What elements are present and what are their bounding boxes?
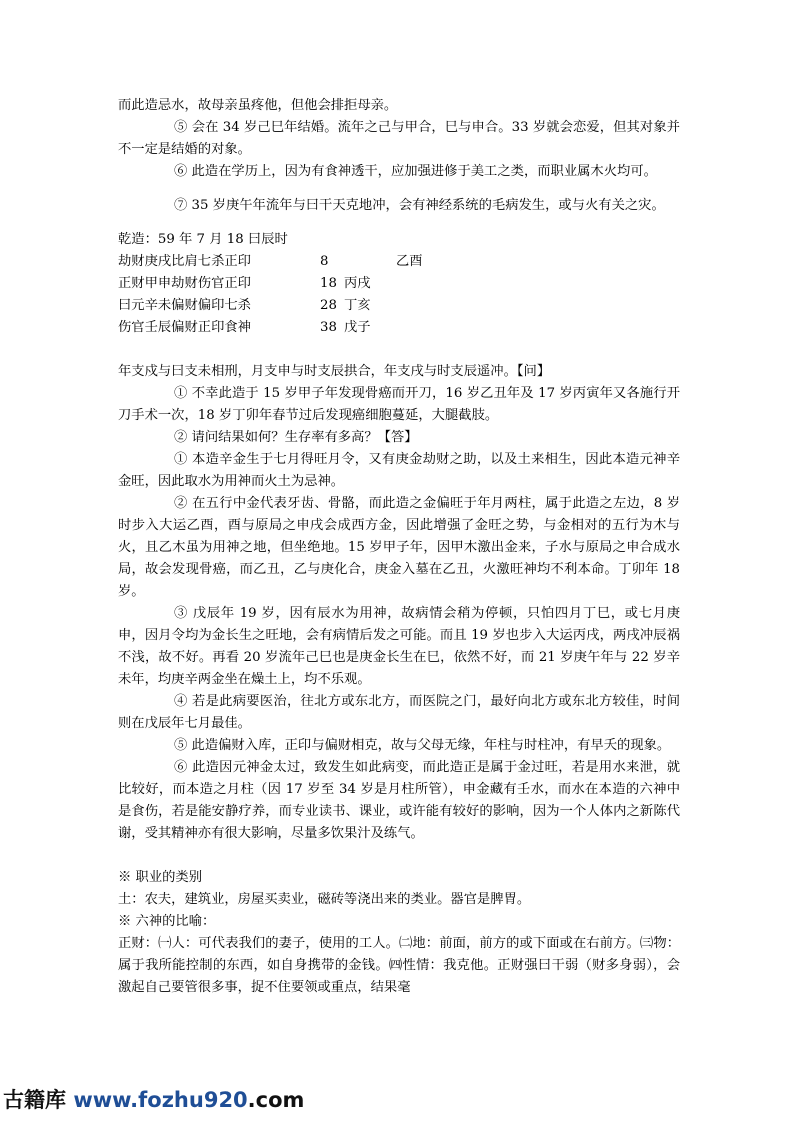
watermark-name: 古籍库 xyxy=(3,1088,74,1112)
paragraph: ① 不幸此造于 15 岁甲子年发现骨癌而开刀，16 岁乙丑年及 17 岁丙寅年又各施行开刀手术一次，18 岁丁卯年春节过后发现癌细胞蔓延，大腿截肢。 xyxy=(118,386,680,423)
pillar-label: 正财甲申劫财伤官正印 xyxy=(118,276,251,291)
luck-age: 18 xyxy=(320,276,337,291)
section-top xyxy=(118,95,680,217)
section-bottom xyxy=(118,867,680,999)
pillar-label: 曰元辛未偏财偏印七杀 xyxy=(118,298,251,313)
chart-row xyxy=(118,295,680,317)
chart-row xyxy=(118,273,680,295)
paragraph: ⑤ 会在 34 岁己巳年结婚。流年之己与甲合，巳与申合。33 岁就会恋爱，但其对象并不一定是结婚的对象。 xyxy=(118,120,680,157)
luck-age: 28 xyxy=(320,298,337,313)
luck-pillar: 丁亥 xyxy=(344,298,371,313)
luck-pillar: 丙戌 xyxy=(344,276,371,291)
site-watermark xyxy=(3,1086,304,1114)
pillar-label: 伤官壬辰偏财正印食神 xyxy=(118,320,251,335)
paragraph: ⑥ 此造因元神金太过，致发生如此病变，而此造正是属于金过旺，若是用水来泄，就比较好，而本造之月柱（因 17 岁至 34 岁是月柱所管），申金藏有壬水，而水在本造的六神中是食伤，若是能安静疗养，而专业读书、课业，或许能有较好的影响，因为一个人体内之新陈代谢，受其精神亦有很大影响，尽量多饮果汁及练气。 xyxy=(118,760,680,841)
paragraph: ① 本造辛金生于七月得旺月令，又有庚金劫财之助，以及土来相生，因此本造元神辛金旺，因此取水为用神而火土为忌神。 xyxy=(118,452,680,489)
luck-age: 8 xyxy=(320,254,329,269)
luck-pillar: 戊子 xyxy=(344,320,371,335)
paragraph: 而此造忌水，故母亲虽疼他，但他会排拒母亲。 xyxy=(118,98,398,113)
chart-row xyxy=(118,251,680,273)
luck-pillar: 乙酉 xyxy=(396,254,423,269)
document-body xyxy=(118,95,680,999)
paragraph: 年支戍与曰支未相刑，月支申与时支辰拱合，年支戌与时支辰遥冲。【问】 xyxy=(118,364,551,379)
paragraph: ② 请问结果如何？生存率有多高？【答】 xyxy=(174,430,418,445)
watermark-tld: .com xyxy=(247,1088,305,1112)
section-qa xyxy=(118,361,680,845)
paragraph: ④ 若是此病要医治，往北方或东北方，而医院之门，最好向北方或东北方较佳，时间则在戊辰年七月最佳。 xyxy=(118,694,680,731)
birth-chart xyxy=(118,229,680,339)
luck-age: 38 xyxy=(320,320,337,335)
section-heading: ※ 职业的类别 xyxy=(118,870,203,885)
pillar-label: 劫财庚戌比肩七杀正印 xyxy=(118,254,251,269)
paragraph: 土：农夫，建筑业，房屋买卖业，磁砖等浇出来的类业。器官是脾胃。 xyxy=(118,892,531,907)
paragraph: ⑥ 此造在学历上，因为有食神透干，应加强进修于美工之类，而职业属木火均可。 xyxy=(174,164,657,179)
paragraph: ③ 戊辰年 19 岁，因有辰水为用神，故病情会稍为停顿，只怕四月丁巳，或七月庚申，因月令均为金长生之旺地，会有病情后发之可能。而且 19 岁也步入大运丙戌，两戌冲辰祸不浅，故不好。再看 20 岁流年己巳也是庚金长生在巳，依然不好，而 21 岁庚午年与 22 岁辛未年，均庚辛两金坐在燥土上，均不乐观。 xyxy=(118,606,680,687)
paragraph: ⑤ 此造偏财入库，正印与偏财相克，故与父母无缘，年柱与时柱冲，有早夭的现象。 xyxy=(174,738,671,753)
section-heading: ※ 六神的比喻： xyxy=(118,914,216,929)
paragraph: 正财：㈠人：可代表我们的妻子，使用的工人。㈡地：前面，前方的或下面或在右前方。㈢物：属于我所能控制的东西，如自身携带的金钱。㈣性情：我克他。正财强曰干弱（财多身弱），会激起自己要管很多事，捉不住要领或重点，结果毫 xyxy=(118,936,680,995)
chart-heading: 乾造：59 年 7 月 18 曰辰时 xyxy=(118,232,288,247)
paragraph: ② 在五行中金代表牙齿、骨骼，而此造之金偏旺于年月两柱，属于此造之左边，8 岁时步入大运乙酉，酉与原局之申戌会成西方金，因此增强了金旺之势，与金相对的五行为木与火，且乙木虽为用神之地，但坐绝地。15 岁甲子年，因甲木激出金来，子水与原局之申合成水局，故会发现骨癌，而乙丑，乙与庚化合，庚金入墓在乙丑，火激旺神均不利本命。丁卯年 18 岁。 xyxy=(118,496,680,599)
paragraph: ⑦ 35 岁庚午年流年与曰干天克地冲，会有神经系统的毛病发生，或与火有关之灾。 xyxy=(174,198,665,213)
chart-row xyxy=(118,317,680,339)
watermark-domain: www.fozhu920 xyxy=(73,1088,248,1112)
